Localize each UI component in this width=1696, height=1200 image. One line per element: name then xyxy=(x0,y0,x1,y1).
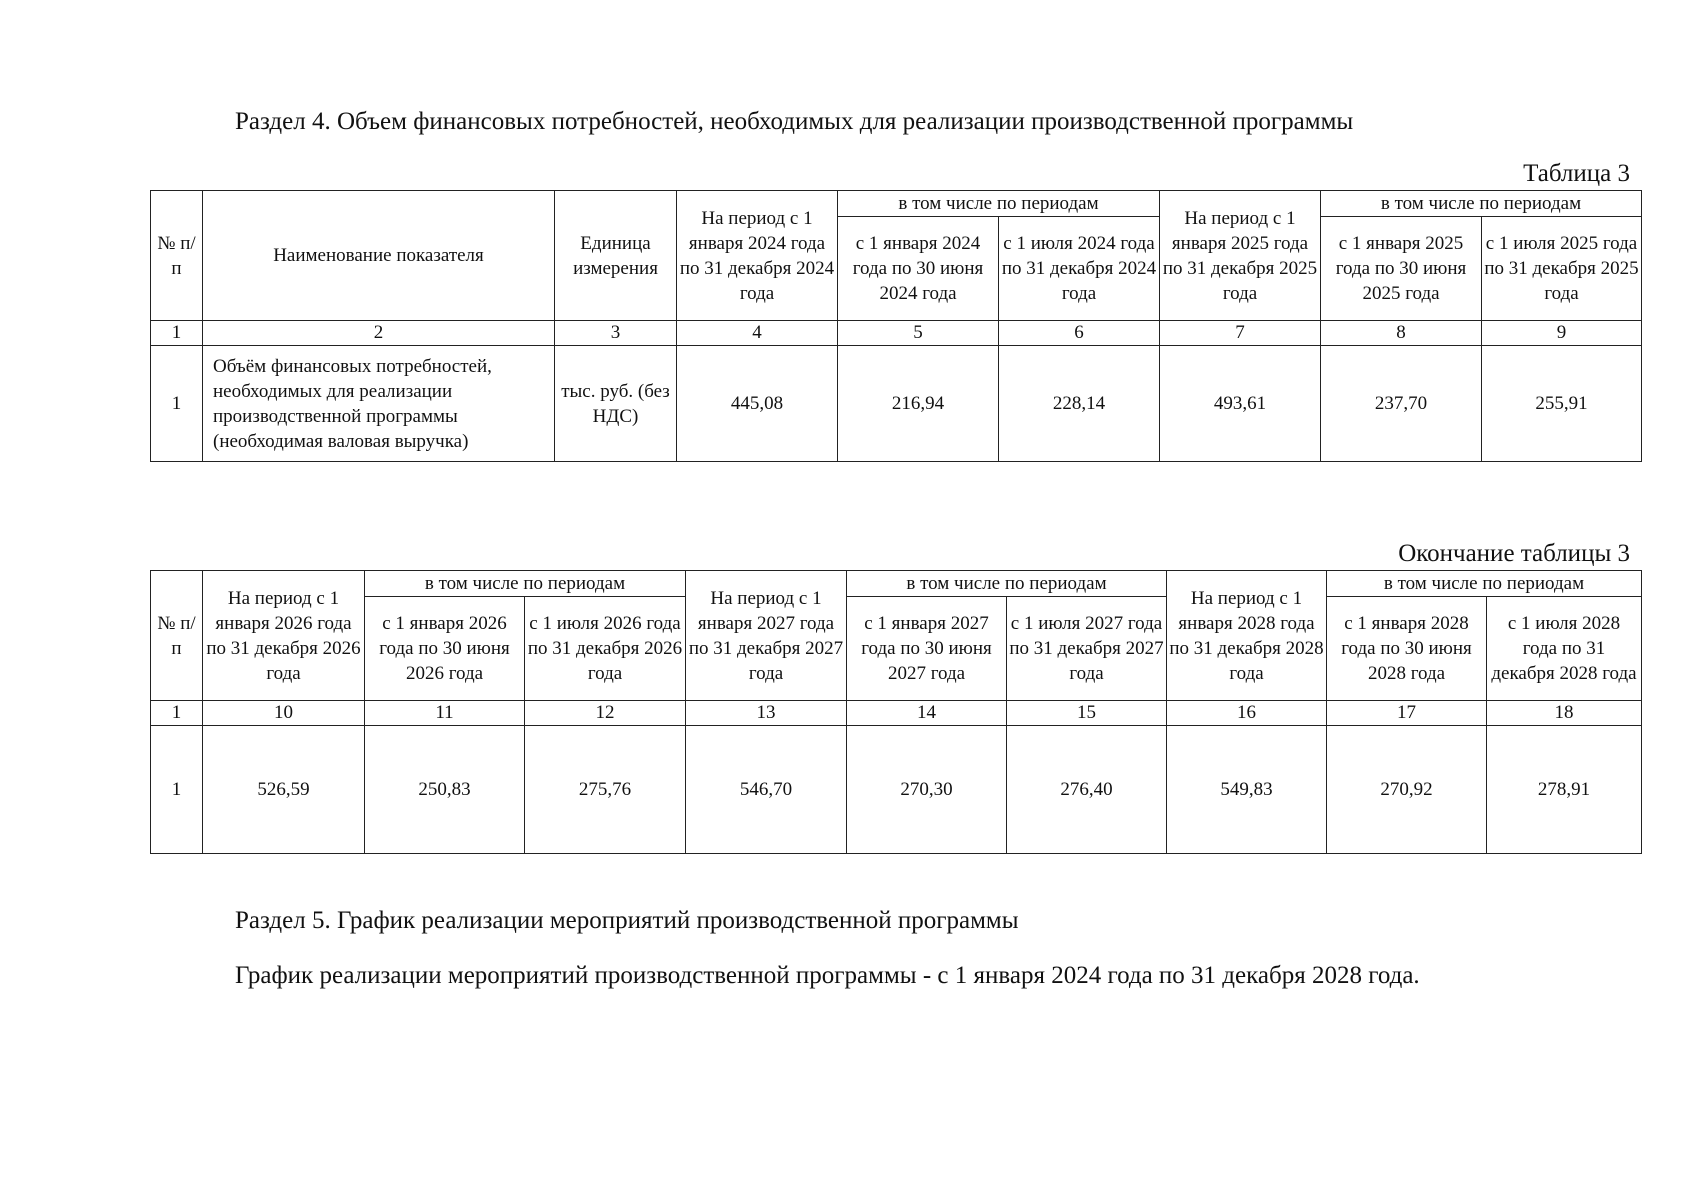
column-number: 8 xyxy=(1321,321,1482,346)
header-incl-2024: в том числе по периодам xyxy=(838,191,1160,217)
table-1 xyxy=(150,190,1642,462)
row-num: 1 xyxy=(151,726,203,854)
header-incl-2028: в том числе по периодам xyxy=(1327,571,1642,597)
section-5-title: Раздел 5. График реализации мероприятий производственной программы xyxy=(235,907,1019,934)
header-period-2027: На период с 1 января 2027 года по 31 декабря 2027 года xyxy=(686,571,847,701)
header-period-2026: На период с 1 января 2026 года по 31 декабря 2026 года xyxy=(203,571,365,701)
header-period-2025: На период с 1 января 2025 года по 31 декабря 2025 года xyxy=(1160,191,1321,321)
header-2025-h2: с 1 июля 2025 года по 31 декабря 2025 года xyxy=(1482,217,1642,321)
header-incl-2025: в том числе по периодам xyxy=(1321,191,1642,217)
table-2 xyxy=(150,570,1642,854)
value-2028: 549,83 xyxy=(1167,726,1327,854)
column-number: 1 xyxy=(151,321,203,346)
column-number: 4 xyxy=(677,321,838,346)
value-2026-h1: 250,83 xyxy=(365,726,525,854)
value-2027-h1: 270,30 xyxy=(847,726,1007,854)
column-number: 11 xyxy=(365,701,525,726)
header-2026-h1: с 1 января 2026 года по 30 июня 2026 года xyxy=(365,597,525,701)
section-4-title: Раздел 4. Объем финансовых потребностей, необходимых для реализации производственной программы xyxy=(235,108,1354,135)
column-number: 3 xyxy=(555,321,677,346)
value-2024-h1: 216,94 xyxy=(838,346,999,462)
column-number: 14 xyxy=(847,701,1007,726)
header-name: Наименование показателя xyxy=(203,191,555,321)
value-2028-h1: 270,92 xyxy=(1327,726,1487,854)
column-number-row xyxy=(151,701,1642,726)
column-number: 9 xyxy=(1482,321,1642,346)
header-2024-h1: с 1 января 2024 года по 30 июня 2024 года xyxy=(838,217,999,321)
value-2025: 493,61 xyxy=(1160,346,1321,462)
row-num: 1 xyxy=(151,346,203,462)
column-number: 12 xyxy=(525,701,686,726)
table-1-caption: Таблица 3 xyxy=(1523,160,1630,187)
header-2025-h1: с 1 января 2025 года по 30 июня 2025 года xyxy=(1321,217,1482,321)
header-period-2028: На период с 1 января 2028 года по 31 декабря 2028 года xyxy=(1167,571,1327,701)
column-number-row xyxy=(151,321,1642,346)
value-2028-h2: 278,91 xyxy=(1487,726,1642,854)
column-number: 16 xyxy=(1167,701,1327,726)
table-2-caption: Окончание таблицы 3 xyxy=(1398,540,1630,567)
value-2027-h2: 276,40 xyxy=(1007,726,1167,854)
header-period-2024: На период с 1 января 2024 года по 31 декабря 2024 года xyxy=(677,191,838,321)
column-number: 6 xyxy=(999,321,1160,346)
row-unit: тыс. руб. (без НДС) xyxy=(555,346,677,462)
header-num: № п/п xyxy=(151,191,203,321)
header-unit: Единица измерения xyxy=(555,191,677,321)
value-2024-h2: 228,14 xyxy=(999,346,1160,462)
value-2026-h2: 275,76 xyxy=(525,726,686,854)
value-2025-h1: 237,70 xyxy=(1321,346,1482,462)
row-name: Объём финансовых потребностей, необходимых для реализации производственной программы (необходимая валовая выручка) xyxy=(203,346,555,462)
column-number: 5 xyxy=(838,321,999,346)
header-2027-h2: с 1 июля 2027 года по 31 декабря 2027 года xyxy=(1007,597,1167,701)
value-2027: 546,70 xyxy=(686,726,847,854)
table-row xyxy=(151,726,1642,854)
column-number: 7 xyxy=(1160,321,1321,346)
column-number: 2 xyxy=(203,321,555,346)
section-5-text: График реализации мероприятий производственной программы - с 1 января 2024 года по 31 декабря 2028 года. xyxy=(235,962,1420,989)
header-2028-h2: с 1 июля 2028 года по 31 декабря 2028 года xyxy=(1487,597,1642,701)
value-2025-h2: 255,91 xyxy=(1482,346,1642,462)
column-number: 17 xyxy=(1327,701,1487,726)
table-row xyxy=(151,346,1642,462)
value-2026: 526,59 xyxy=(203,726,365,854)
column-number: 18 xyxy=(1487,701,1642,726)
column-number: 13 xyxy=(686,701,847,726)
header-2028-h1: с 1 января 2028 года по 30 июня 2028 года xyxy=(1327,597,1487,701)
header-2024-h2: с 1 июля 2024 года по 31 декабря 2024 года xyxy=(999,217,1160,321)
header-2027-h1: с 1 января 2027 года по 30 июня 2027 года xyxy=(847,597,1007,701)
column-number: 15 xyxy=(1007,701,1167,726)
header-incl-2027: в том числе по периодам xyxy=(847,571,1167,597)
header-num: № п/п xyxy=(151,571,203,701)
header-incl-2026: в том числе по периодам xyxy=(365,571,686,597)
value-2024: 445,08 xyxy=(677,346,838,462)
header-2026-h2: с 1 июля 2026 года по 31 декабря 2026 года xyxy=(525,597,686,701)
column-number: 1 xyxy=(151,701,203,726)
column-number: 10 xyxy=(203,701,365,726)
